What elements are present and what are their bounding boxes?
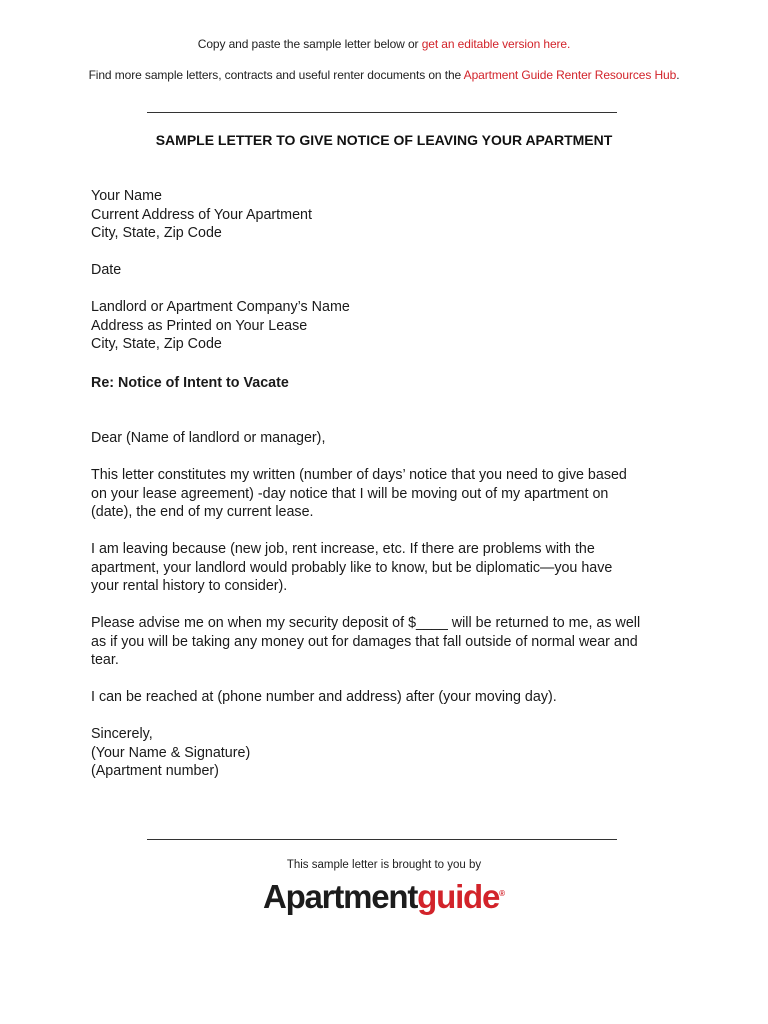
- recipient-address: Address as Printed on Your Lease: [91, 317, 308, 334]
- registered-mark-icon: ®: [499, 889, 506, 898]
- letter-title: SAMPLE LETTER TO GIVE NOTICE OF LEAVING YOUR APARTMENT: [155, 132, 613, 148]
- letter-date: Date: [91, 262, 122, 278]
- header-note-copy: [0, 37, 768, 51]
- closing-signature: (Your Name & Signature): [91, 744, 251, 761]
- date-block: [91, 261, 691, 280]
- paragraph-line: tear.: [91, 652, 119, 668]
- editable-version-link[interactable]: get an editable version here.: [421, 37, 571, 51]
- footer-credit: This sample letter is brought to you by: [286, 859, 482, 871]
- paragraph-line: on your lease agreement) -day notice that I will be moving out of my apartment on: [91, 485, 609, 502]
- salutation: [91, 429, 691, 448]
- sender-address-block: [91, 187, 691, 243]
- paragraph-line: I can be reached at (phone number and address) after (your moving day).: [91, 689, 557, 705]
- sender-address: Current Address of Your Apartment: [91, 206, 312, 223]
- paragraph-deposit: [91, 614, 691, 670]
- recipient-address-block: [91, 298, 691, 354]
- sender-name: Your Name: [91, 188, 162, 204]
- paragraph-line: apartment, your landlord would probably like to know, but be diplomatic—you have: [91, 559, 613, 576]
- apartment-guide-logo: [0, 872, 768, 919]
- paragraph-line: as if you will be taking any money out for damages that fall outside of normal wear and: [91, 633, 638, 650]
- paragraph-line: Please advise me on when my security deposit of $____ will be returned to me, as well: [91, 615, 641, 631]
- paragraph-notice: [91, 466, 691, 522]
- closing-sincerely: Sincerely,: [91, 726, 153, 742]
- recipient-name: Landlord or Apartment Company’s Name: [91, 299, 350, 315]
- logo-word-apartment: Apartment: [262, 878, 418, 915]
- header-resources-end: .: [676, 68, 680, 82]
- recipient-city: City, State, Zip Code: [91, 336, 222, 352]
- paragraph-reason: [91, 540, 691, 596]
- paragraph-line: I am leaving because (new job, rent increase, etc. If there are problems with the: [91, 541, 595, 557]
- paragraph-line: your rental history to consider).: [91, 578, 288, 594]
- bottom-divider: [147, 839, 617, 840]
- header-resources-text: Find more sample letters, contracts and useful renter documents on the: [88, 68, 464, 82]
- logo-word-guide: guide: [417, 878, 500, 915]
- paragraph-contact: [91, 688, 691, 707]
- subject-line: [91, 374, 691, 393]
- salutation-text: Dear (Name of landlord or manager),: [91, 430, 326, 446]
- subject-text: Re: Notice of Intent to Vacate: [91, 375, 289, 391]
- paragraph-line: This letter constitutes my written (number of days’ notice that you need to give based: [91, 467, 627, 483]
- closing-block: [91, 725, 691, 781]
- paragraph-line: (date), the end of my current lease.: [91, 504, 314, 520]
- header-note-resources: [0, 68, 768, 82]
- closing-apartment-number: (Apartment number): [91, 763, 219, 779]
- renter-resources-hub-link[interactable]: Apartment Guide Renter Resources Hub: [463, 68, 677, 82]
- top-divider: [147, 112, 617, 113]
- sender-city: City, State, Zip Code: [91, 225, 222, 241]
- header-copy-text: Copy and paste the sample letter below or: [197, 37, 422, 51]
